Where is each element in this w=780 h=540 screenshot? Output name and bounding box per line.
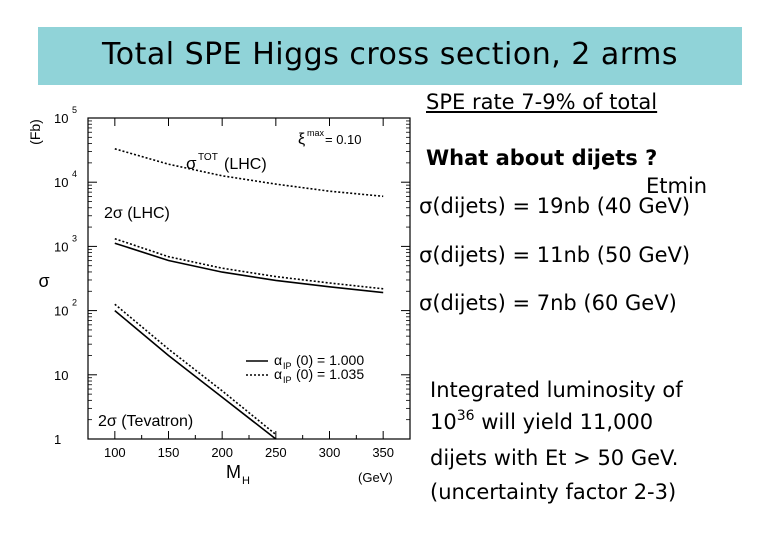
lumi-line-2 xyxy=(430,410,653,434)
lumi-line-4: (uncertainty factor 2-3) xyxy=(430,480,677,504)
legend-alpha: α xyxy=(274,352,283,368)
x-tick-label: 250 xyxy=(264,445,287,460)
legend-sub: IP xyxy=(283,361,292,371)
y-tick-label: 10 xyxy=(54,175,69,191)
sigma-tot-label: σ xyxy=(186,154,197,173)
xi-label: ξ xyxy=(298,131,306,148)
x-axis-unit: (GeV) xyxy=(358,470,393,485)
two-sigma-tevatron-label: 2σ (Tevatron) xyxy=(98,413,194,430)
title-box xyxy=(38,27,742,85)
dijets-value: (dijets) = 11nb (50 GeV) xyxy=(432,243,691,267)
y-tick-label: 10 xyxy=(54,367,69,383)
series-line xyxy=(115,239,383,289)
sigma-tot-sup: TOT xyxy=(198,152,218,163)
slide-title: Total SPE Higgs cross section, 2 arms xyxy=(102,37,678,72)
dijets-value: (dijets) = 19nb (40 GeV) xyxy=(432,194,691,218)
dijets-line-40 xyxy=(419,194,690,218)
two-sigma-lhc-label: 2σ (LHC) xyxy=(104,205,170,222)
legend-text: (0) = 1.000 xyxy=(296,352,365,368)
lumi-line-1: Integrated luminosity of xyxy=(430,378,683,402)
cross-section-chart xyxy=(18,92,418,540)
dijets-line-50 xyxy=(419,243,690,267)
sigma-tot-rest: (LHC) xyxy=(224,156,267,173)
y-tick-label: 1 xyxy=(54,432,62,447)
x-tick-label: 150 xyxy=(157,445,180,460)
x-axis-label: M xyxy=(226,462,241,482)
x-axis-label-sub: H xyxy=(242,475,250,487)
x-tick-label: 350 xyxy=(372,445,395,460)
sigma-symbol: σ xyxy=(419,291,433,315)
y-tick-label: 10 xyxy=(54,111,69,126)
dijets-line-60 xyxy=(419,291,677,315)
y-tick-exponent: 2 xyxy=(72,297,78,308)
y-tick-label: 10 xyxy=(54,239,69,255)
y-tick-label: 10 xyxy=(54,303,69,319)
sigma-symbol: σ xyxy=(419,194,433,218)
xi-value: = 0.10 xyxy=(325,132,362,147)
lumi-exponent: 36 xyxy=(456,408,475,424)
rate-note: SPE rate 7-9% of total xyxy=(426,90,658,114)
y-tick-exponent: 3 xyxy=(72,233,78,244)
y-tick-exponent: 4 xyxy=(72,169,78,180)
etmin-label: Etmin xyxy=(646,174,708,198)
x-tick-label: 300 xyxy=(318,445,341,460)
lumi-base: 10 xyxy=(430,410,457,434)
dijets-question: What about dijets ? xyxy=(426,146,658,170)
dijets-value: (dijets) = 7nb (60 GeV) xyxy=(432,291,677,315)
legend-text: (0) = 1.035 xyxy=(296,366,365,382)
lumi-line-3: dijets with Et > 50 GeV. xyxy=(430,446,679,470)
lumi-rest: will yield 11,000 xyxy=(474,410,654,434)
x-tick-label: 200 xyxy=(211,445,234,460)
sigma-symbol: σ xyxy=(419,243,433,267)
legend-sub: IP xyxy=(283,375,292,385)
xi-sup: max xyxy=(307,128,325,138)
y-tick-exponent: 5 xyxy=(72,105,78,115)
y-axis-label: σ xyxy=(38,271,50,291)
legend-alpha: α xyxy=(274,366,283,382)
x-tick-label: 100 xyxy=(103,445,126,460)
y-axis-unit: (Fb) xyxy=(27,119,43,145)
